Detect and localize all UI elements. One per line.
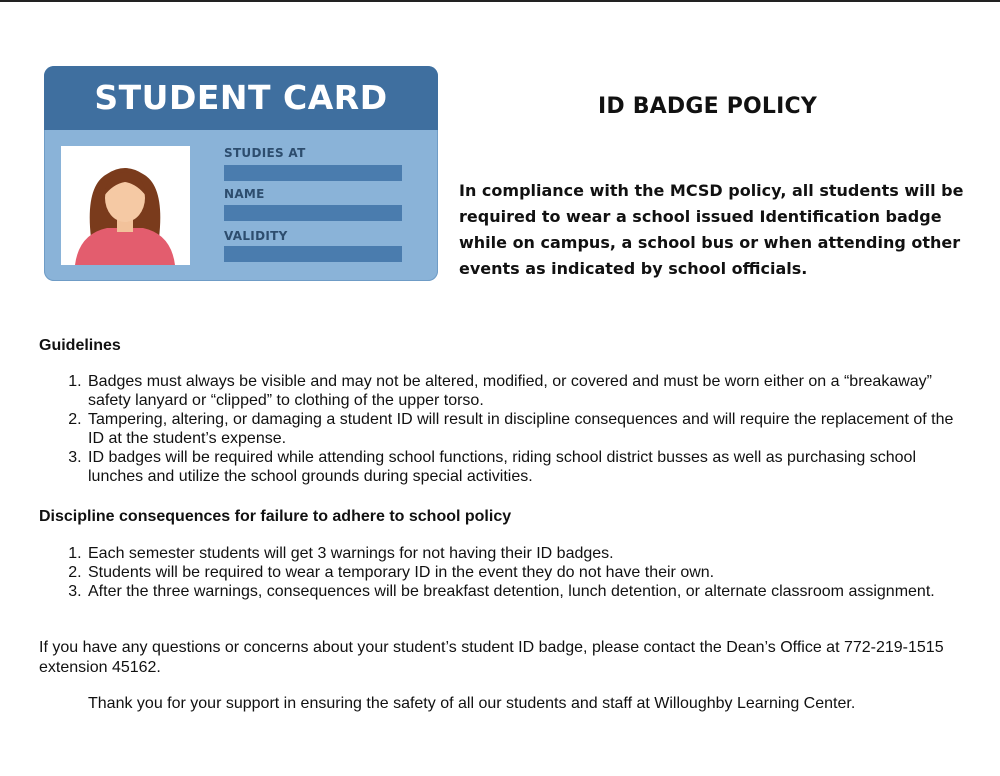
guidelines-list — [54, 372, 966, 486]
policy-intro: In compliance with the MCSD policy, all students will be required to wear a school issued Identification badge while on campus, a school bus or when attending other events as indicated by school officials. — [459, 181, 964, 278]
card-field-label-name: NAME — [224, 187, 265, 201]
card-field-label-studies-at: STUDIES AT — [224, 146, 306, 160]
student-photo — [61, 146, 190, 265]
card-field-bar — [224, 205, 402, 221]
list-item: 1. Badges must always be visible and may not be altered, modified, or covered and must be worn either on a “breakaway” safety lanyard or “clipped” to clothing of the upper torso. — [86, 372, 966, 410]
policy-title: ID BADGE POLICY — [598, 94, 818, 119]
list-item: 1. Each semester students will get 3 warnings for not having their ID badges. — [86, 544, 966, 563]
card-field-bar — [224, 165, 402, 181]
top-border — [0, 0, 1000, 2]
student-avatar-icon — [61, 146, 190, 265]
student-card-illustration — [44, 66, 438, 281]
list-item: 2. Students will be required to wear a temporary ID in the event they do not have their own. — [86, 563, 966, 582]
card-title: STUDENT CARD — [94, 78, 388, 117]
list-item: 3. After the three warnings, consequences will be breakfast detention, lunch detention, or alternate classroom assignment. — [86, 582, 966, 601]
list-item: 3. ID badges will be required while attending school functions, riding school district busses as well as purchasing school lunches and utilize the school grounds during special activities. — [86, 448, 966, 486]
card-field-label-validity: VALIDITY — [224, 229, 288, 243]
card-field-bar — [224, 246, 402, 262]
discipline-heading: Discipline consequences for failure to adhere to school policy — [39, 508, 512, 525]
contact-paragraph: If you have any questions or concerns about your student’s student ID badge, please contact the Dean’s Office at 772-219-1515 extension 45162. — [39, 639, 944, 676]
guidelines-heading: Guidelines — [39, 337, 121, 354]
thank-you-note: Thank you for your support in ensuring the safety of all our students and staff at Willoughby Learning Center. — [88, 695, 856, 712]
discipline-list — [54, 544, 966, 601]
list-item: 2. Tampering, altering, or damaging a student ID will result in discipline consequences and will require the replacement of the ID at the student’s expense. — [86, 410, 966, 448]
